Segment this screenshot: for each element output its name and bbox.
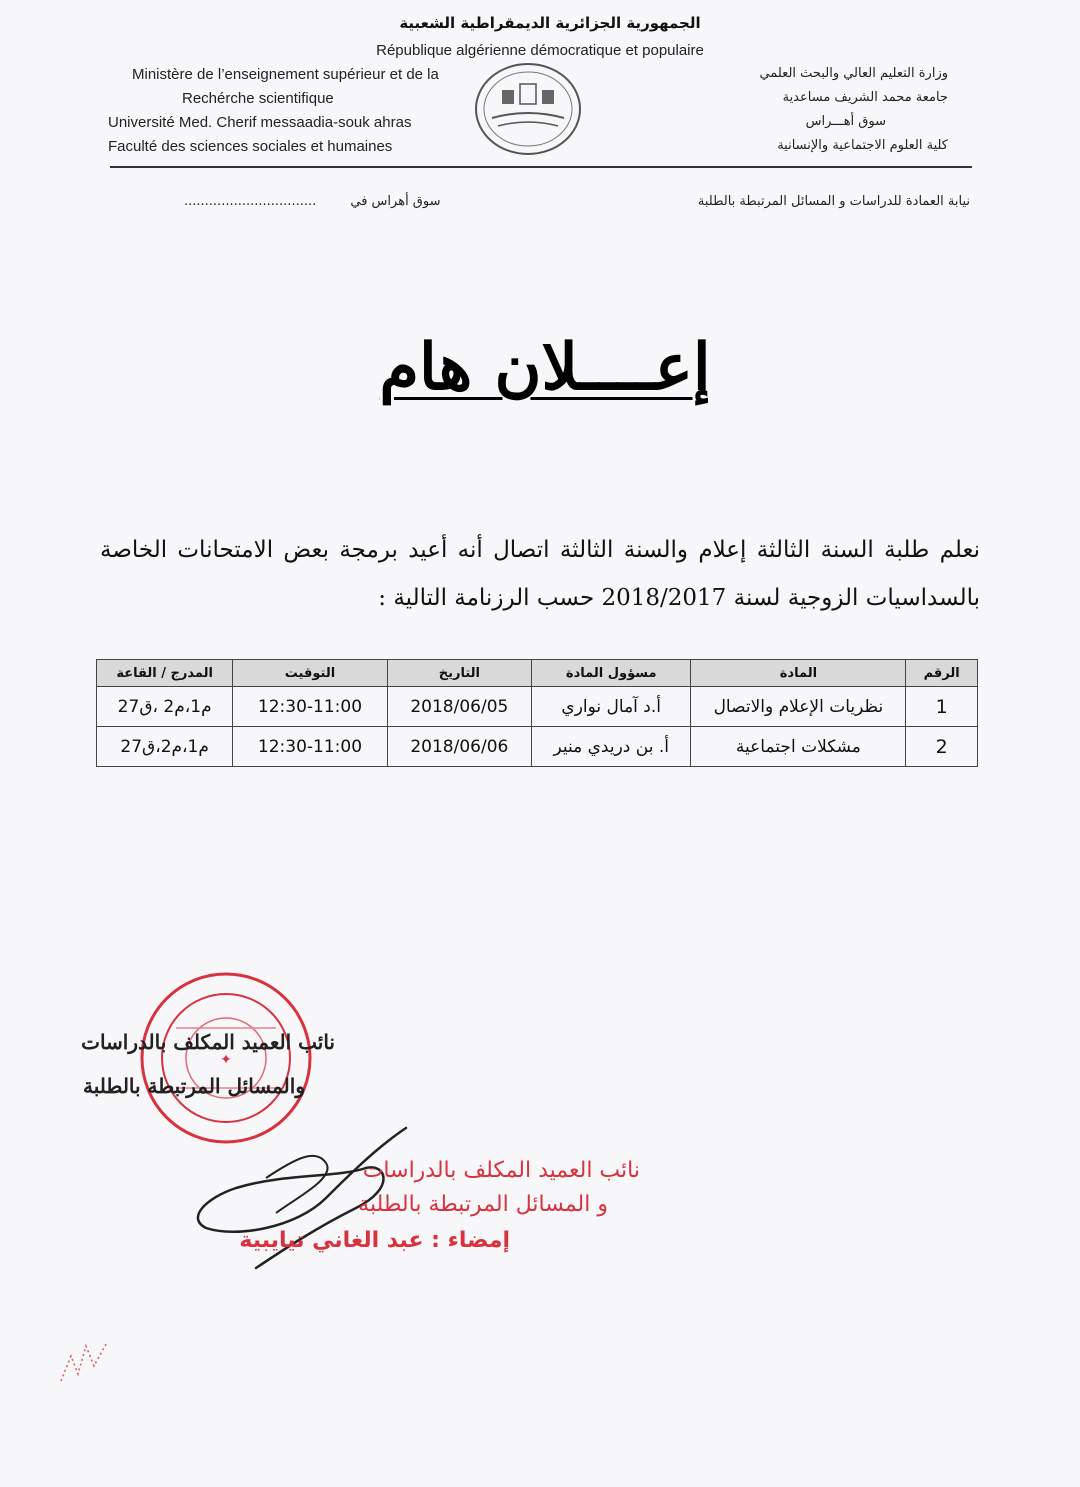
cell-subject: مشكلات اجتماعية <box>691 727 906 767</box>
col-instructor: مسؤول المادة <box>531 660 690 687</box>
republic-ar: الجمهورية الجزائرية الديمقراطية الشعبية <box>399 14 701 32</box>
cell-time: 12:30-11:00 <box>233 687 387 727</box>
cell-time: 12:30-11:00 <box>233 727 387 767</box>
stamp-line-2: و المسائل المرتبطة بالطلبة <box>358 1192 608 1217</box>
header-right-ar-3: سوق أهـــراس <box>805 114 886 129</box>
header-right-ar-2: جامعة محمد الشريف مساعدية <box>782 90 948 105</box>
signatory-line-1: نائب العميد المكلف بالدراسات <box>81 1030 335 1054</box>
cell-number: 1 <box>906 687 978 727</box>
place-date-label: سوق أهراس في <box>350 194 441 209</box>
page-title: إعــــلان هام <box>379 330 711 405</box>
red-smudge-mark <box>56 1336 116 1386</box>
republic-fr: République algérienne démocratique et populaire <box>376 42 704 59</box>
header-divider <box>110 166 972 168</box>
col-room: المدرج / القاعة <box>97 660 233 687</box>
signatory-line-2: والمسائل المرتبطة بالطلبة <box>83 1074 305 1098</box>
announcement-paragraph: نعلم طلبة السنة الثالثة إعلام والسنة الثالثة اتصال أنه أعيد برمجة بعض الامتحانات الخاصة بالسداسيات الزوجية لسنة 2018/2017 حسب الرزنامة التالية : <box>100 537 980 611</box>
header-right-ar-4: كلية العلوم الاجتماعية والإنسانية <box>777 138 948 153</box>
cell-room: م1،م2،ق27 <box>97 727 233 767</box>
cell-subject: نظريات الإعلام والاتصال <box>691 687 906 727</box>
date-line <box>184 194 441 209</box>
cell-instructor: أ. بن دريدي منير <box>531 727 690 767</box>
header-right-ar-1: وزارة التعليم العالي والبحث العلمي <box>759 66 948 81</box>
table-row <box>97 727 978 767</box>
header-left-fr-4: Faculté des sciences sociales et humaines <box>108 138 393 155</box>
col-date: التاريخ <box>387 660 531 687</box>
cell-date: 2018/06/06 <box>387 727 531 767</box>
university-seal-logo <box>472 60 584 158</box>
header-left-fr-3: Université Med. Cherif messaadia-souk ahras <box>108 114 412 131</box>
col-time: التوقيت <box>233 660 387 687</box>
stamp-line-1: نائب العميد المكلف بالدراسات <box>362 1158 640 1183</box>
exam-schedule-table <box>96 659 978 767</box>
stamp-line-3: إمضاء : عبد الغاني تيايبية <box>239 1228 510 1253</box>
col-number: الرقم <box>906 660 978 687</box>
col-subject: المادة <box>691 660 906 687</box>
cell-instructor: أ.د آمال نواري <box>531 687 690 727</box>
cell-number: 2 <box>906 727 978 767</box>
cell-room: م1،م2 ،ق27 <box>97 687 233 727</box>
date-dots: ................................ <box>184 194 317 209</box>
svg-text:✦: ✦ <box>220 1052 232 1068</box>
office-line: نيابة العمادة للدراسات و المسائل المرتبطة بالطلبة <box>697 194 970 209</box>
header-left-fr-2: Rechérche scientifique <box>182 90 334 107</box>
header-left-fr-1: Ministère de l’enseignement supérieur et de la <box>132 66 439 83</box>
table-row <box>97 687 978 727</box>
table-header-row <box>97 660 978 687</box>
cell-date: 2018/06/05 <box>387 687 531 727</box>
